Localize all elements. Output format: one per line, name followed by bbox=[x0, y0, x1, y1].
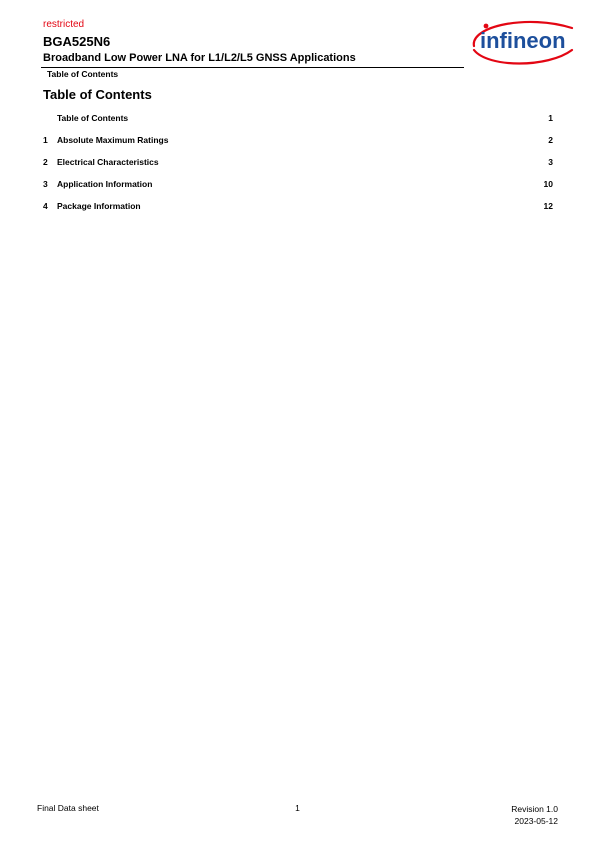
document-subtitle: Broadband Low Power LNA for L1/L2/L5 GNSS Applications bbox=[43, 52, 356, 64]
footer-revision-block bbox=[511, 803, 558, 827]
toc-entry-page: 2 bbox=[548, 135, 553, 145]
header-divider bbox=[41, 67, 464, 68]
toc-entry[interactable] bbox=[43, 201, 553, 223]
toc-entry[interactable] bbox=[43, 157, 553, 179]
infineon-logo bbox=[468, 16, 576, 66]
logo-wordmark: infineon bbox=[480, 28, 566, 53]
running-head: Table of Contents bbox=[47, 69, 119, 79]
toc-entry-label: Package Information bbox=[57, 201, 141, 211]
toc-entry[interactable] bbox=[43, 135, 553, 157]
toc-entry-label: Absolute Maximum Ratings bbox=[57, 135, 169, 145]
footer-revision: Revision 1.0 bbox=[511, 804, 558, 814]
classification-label: restricted bbox=[43, 19, 85, 30]
toc-entry-number: 4 bbox=[43, 201, 48, 211]
footer-date: 2023-05-12 bbox=[514, 816, 558, 826]
toc-entry-label: Application Information bbox=[57, 179, 153, 189]
logo-dot bbox=[484, 24, 489, 29]
toc-entry-number: 1 bbox=[43, 135, 48, 145]
toc-entry-page: 12 bbox=[543, 201, 553, 211]
toc-list bbox=[43, 113, 553, 223]
toc-entry-page: 3 bbox=[548, 157, 553, 167]
toc-entry-label: Electrical Characteristics bbox=[57, 157, 159, 167]
footer-page-number: 1 bbox=[295, 803, 300, 813]
toc-entry-label: Table of Contents bbox=[57, 113, 129, 123]
toc-entry[interactable] bbox=[43, 179, 553, 201]
toc-entry-number: 2 bbox=[43, 157, 48, 167]
toc-entry-page: 10 bbox=[543, 179, 553, 189]
toc-entry-number: 3 bbox=[43, 179, 48, 189]
toc-title: Table of Contents bbox=[43, 87, 152, 102]
footer-doc-type: Final Data sheet bbox=[37, 803, 99, 813]
toc-entry-page: 1 bbox=[548, 113, 553, 123]
toc-entry[interactable] bbox=[43, 113, 553, 135]
product-name: BGA525N6 bbox=[43, 34, 111, 49]
